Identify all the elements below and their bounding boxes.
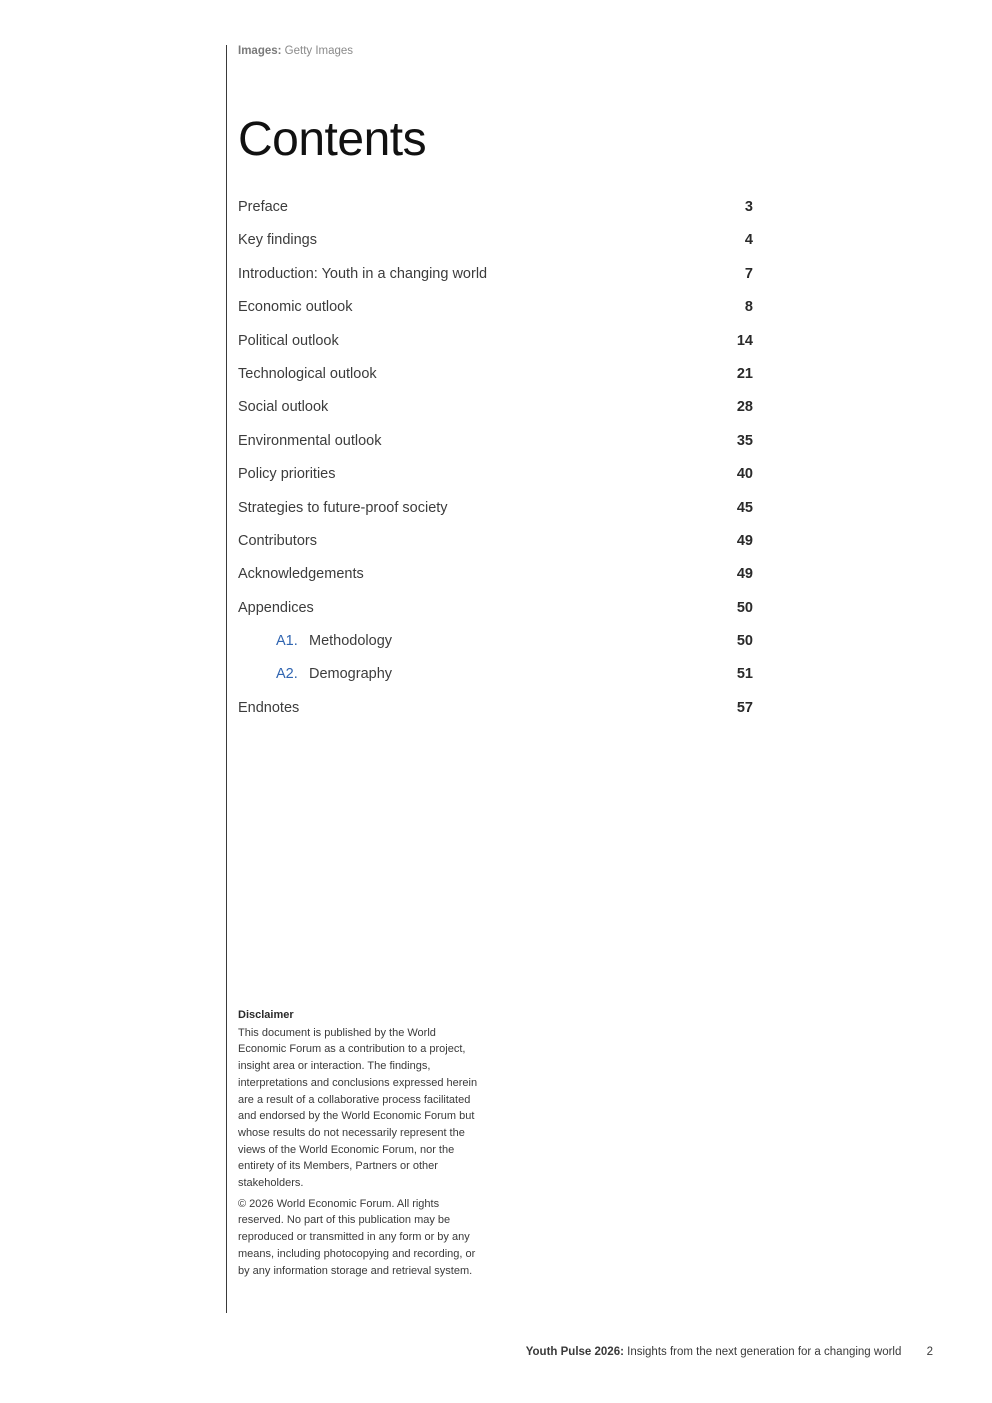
- toc-entry-page: 4: [744, 232, 753, 249]
- toc-entry-page: 8: [744, 299, 753, 316]
- footer-report-title: Youth Pulse 2026:: [525, 1346, 624, 1358]
- toc-entry-contributors[interactable]: [238, 531, 753, 564]
- toc-entry-label: Preface: [238, 199, 288, 215]
- toc-entry-label: Economic outlook: [238, 299, 353, 316]
- toc-entry-label: Political outlook: [238, 332, 339, 349]
- toc-subentry-demography[interactable]: [238, 664, 753, 697]
- image-credit-label: Images:: [238, 45, 282, 57]
- toc-entry-label: Introduction: Youth in a changing world: [238, 265, 488, 282]
- toc-entry-page: 51: [736, 666, 753, 683]
- toc-entry-endnotes[interactable]: [238, 698, 753, 731]
- toc-entry-page: 28: [736, 399, 753, 416]
- toc-entry-strategies[interactable]: [238, 498, 753, 531]
- page-number: 2: [926, 1346, 933, 1358]
- toc-entry-label: Technological outlook: [238, 365, 377, 382]
- toc-entry-label: Environmental outlook: [238, 432, 382, 449]
- page-footer: [526, 1346, 933, 1358]
- toc-subentry-methodology[interactable]: [238, 631, 753, 664]
- toc-entry-page: 21: [736, 365, 753, 382]
- toc-entry-acknowledgements[interactable]: [238, 564, 753, 597]
- toc-subentry-number: A2.: [276, 666, 298, 683]
- image-credit: [238, 45, 353, 57]
- image-credit-value: Getty Images: [284, 45, 354, 57]
- toc-entry-label: Key findings: [238, 232, 317, 249]
- toc-entry-introduction[interactable]: [238, 264, 753, 297]
- toc-entry-label: Appendices: [238, 599, 314, 616]
- toc-entry-label: Demography: [309, 666, 393, 683]
- toc-entry-label: Social outlook: [238, 399, 329, 416]
- toc-entry-label: Strategies to future-proof society: [238, 499, 448, 516]
- toc-entry-policy-priorities[interactable]: [238, 464, 753, 497]
- toc-entry-label: Acknowledgements: [238, 566, 364, 583]
- toc-entry-technological-outlook[interactable]: [238, 364, 753, 397]
- toc-entry-social-outlook[interactable]: [238, 397, 753, 430]
- left-margin-rule: [226, 45, 227, 1313]
- disclaimer-text: This document is published by the World Economic Forum as a contribution to a project, insight area or interaction. The findings, interpretations and conclusions expressed herein are a result of a collaborative process facilitated and endorsed by the World Economic Forum but whose results do not necessarily represent the views of the World Economic Forum, nor the entirety of its Members, Partners or other stakeholders.: [238, 1026, 478, 1190]
- toc-entry-preface[interactable]: [238, 197, 753, 230]
- toc-entry-page: 40: [736, 466, 753, 483]
- toc-entry-page: 7: [744, 265, 753, 282]
- toc-entry-label: Policy priorities: [238, 466, 336, 483]
- toc-entry-environmental-outlook[interactable]: [238, 431, 753, 464]
- toc-entry-page: 49: [736, 532, 753, 549]
- disclaimer-heading: Disclaimer: [238, 1009, 294, 1021]
- page-title: Contents: [238, 113, 427, 166]
- toc-entry-label: Contributors: [238, 532, 317, 549]
- toc-entry-political-outlook[interactable]: [238, 331, 753, 364]
- toc-entry-page: 45: [736, 499, 753, 516]
- toc-subentry-number: A1.: [276, 633, 298, 650]
- toc-entry-label: Methodology: [309, 633, 393, 650]
- toc-entry-key-findings[interactable]: [238, 230, 753, 263]
- toc-entry-page: 50: [736, 599, 753, 616]
- toc-entry-page: 3: [744, 199, 753, 215]
- copyright-notice: © 2026 World Economic Forum. All rights reserved. No part of this publication may be reproduced or transmitted in any form or by any means, including photocopying and recording, or by any information storage and retrieval system.: [238, 1197, 476, 1277]
- toc-entry-label: Endnotes: [238, 699, 300, 716]
- toc-entry-page: 49: [736, 566, 753, 583]
- toc-entry-economic-outlook[interactable]: [238, 297, 753, 330]
- disclaimer: [238, 1007, 478, 1283]
- table-of-contents: [238, 197, 753, 731]
- toc-entry-appendices[interactable]: [238, 598, 753, 631]
- toc-entry-page: 50: [736, 633, 753, 650]
- toc-entry-page: 14: [736, 332, 753, 349]
- toc-entry-page: 57: [736, 699, 753, 716]
- footer-report-subtitle: Insights from the next generation for a changing world: [627, 1346, 902, 1358]
- toc-entry-page: 35: [736, 432, 753, 449]
